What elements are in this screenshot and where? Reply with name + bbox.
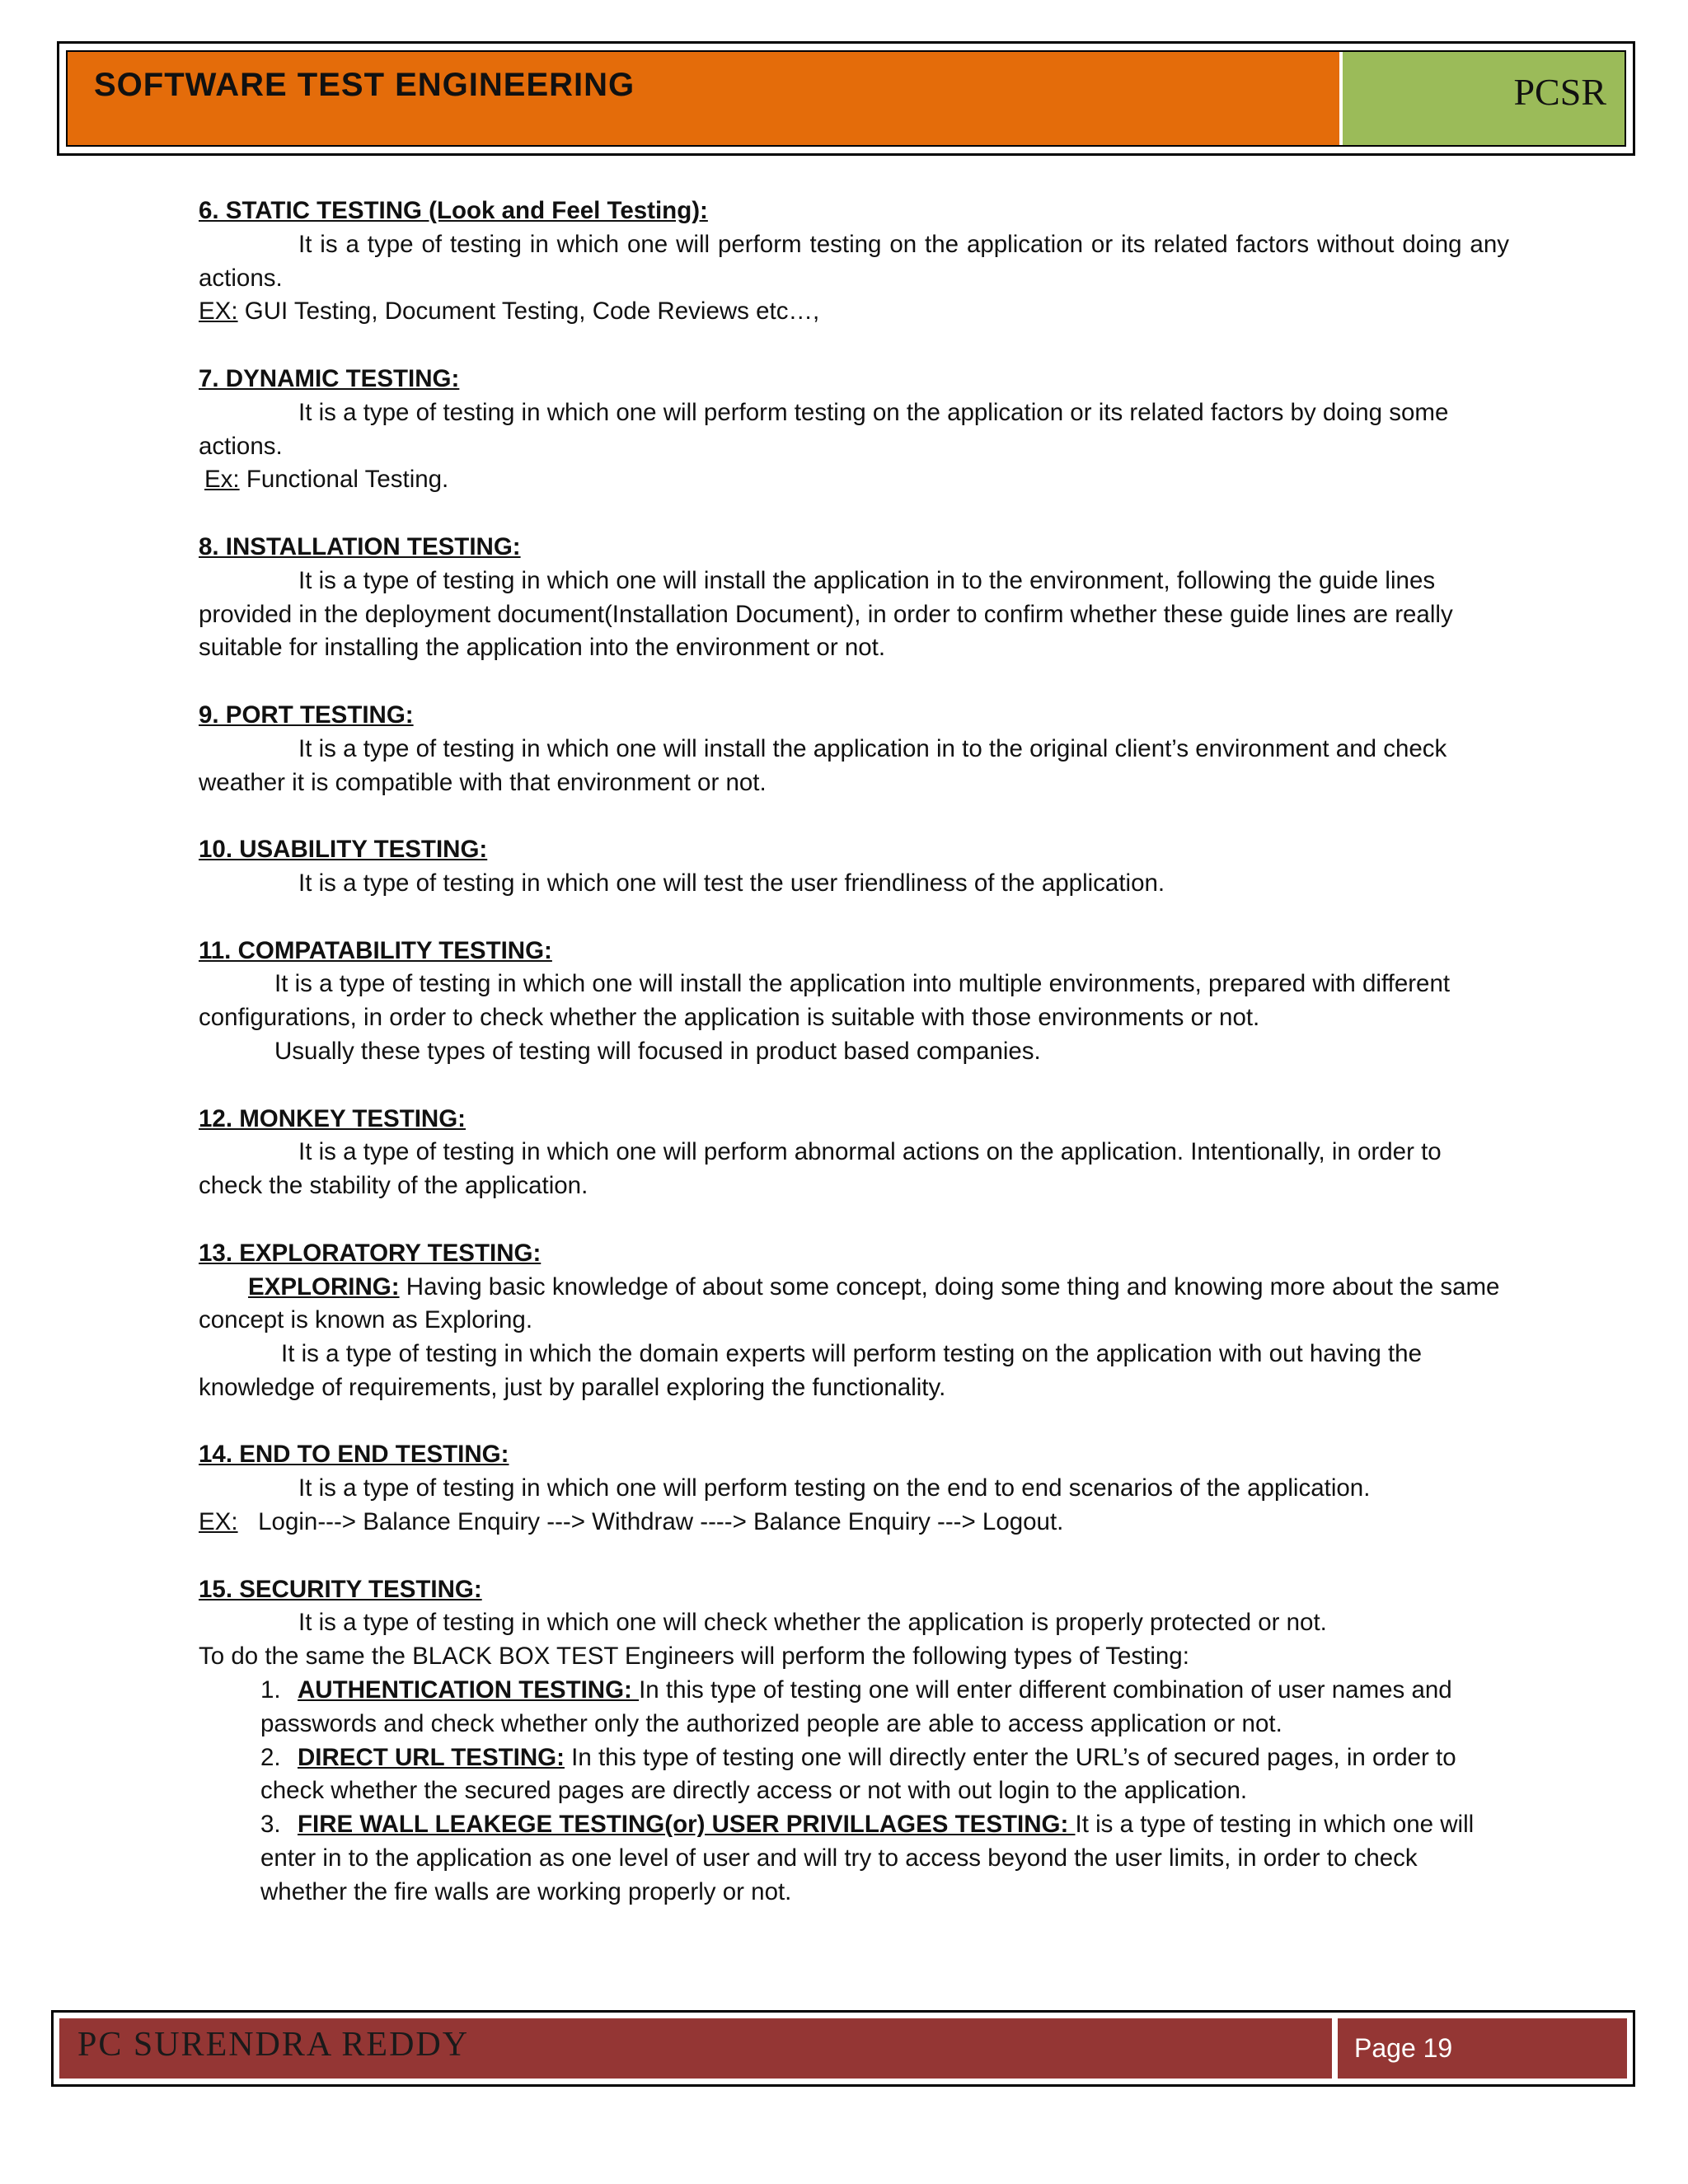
header-code-cell (1343, 52, 1625, 145)
example-line (199, 1506, 1509, 1540)
section-heading: 12. MONKEY TESTING: (199, 1104, 467, 1132)
list-item-text: It is a type of testing in which one will enter in to the application as one level of user and will try to access beyond the user limits, in order to check whether the fire walls are working properly or not. (260, 1811, 1475, 1905)
list-number: 3. (260, 1811, 281, 1839)
example-line (199, 463, 1509, 497)
section-heading: 13. EXPLORATORY TESTING: (199, 1239, 542, 1267)
section-body: It is a type of testing in which one will install the application into multiple environments, prepared with different configurations, in order to check whether the application is suitable with those environments or not. (199, 970, 1451, 1032)
section-dynamic-testing (199, 363, 1509, 497)
example-text: Login---> Balance Enquiry ---> Withdraw ----> Balance Enquiry ---> Logout. (237, 1508, 1064, 1536)
page-footer (51, 2010, 1635, 2087)
page-header (57, 41, 1635, 156)
page-number: Page 19 (1354, 2033, 1453, 2063)
section-body: It is a type of testing in which the domain experts will perform testing on the application with out having the knowledge of requirements, just by parallel exploring the functionality. (199, 1340, 1422, 1401)
author-code: PCSR (1513, 71, 1606, 113)
section-body: It is a type of testing in which one will install the application in to the original client’s environment and check weather it is compatible with that environment or not. (199, 734, 1447, 796)
exploring-label: EXPLORING: (248, 1272, 400, 1301)
section-body: It is a type of testing in which one will perform testing on the end to end scenarios of the application. (298, 1474, 1371, 1502)
section-port-testing (199, 699, 1509, 799)
list-item-text: In this type of testing one will directly enter the URL’s of secured pages, in order to check whether the secured pages are directly access or not with out login to the application. (260, 1743, 1456, 1805)
section-exploratory-testing (199, 1237, 1509, 1405)
list-item (260, 1741, 1509, 1809)
section-body: It is a type of testing in which one will perform testing on the application or its related factors without doing any actions. (199, 230, 1509, 292)
section-usability-testing (199, 833, 1509, 901)
header-inner (66, 50, 1626, 147)
exploring-definition (199, 1271, 1509, 1338)
list-item-label: FIRE WALL LEAKEGE TESTING(or) USER PRIVILLAGES TESTING: (298, 1811, 1076, 1839)
section-heading: 10. USABILITY TESTING: (199, 836, 488, 864)
footer-author-cell (59, 2018, 1338, 2079)
page-content (199, 194, 1509, 1943)
section-body: It is a type of testing in which one will install the application in to the environment, following the guide lines provided in the deployment document(Installation Document), in order to confirm whether these guide lines are really suitable for installing the application into the environment or not. (199, 566, 1453, 662)
list-item-label: AUTHENTICATION TESTING: (298, 1676, 640, 1704)
header-title-cell (68, 52, 1343, 145)
security-testing-types (260, 1674, 1509, 1910)
section-heading: 11. COMPATABILITY TESTING: (199, 936, 552, 964)
example-label: EX: (199, 298, 238, 326)
section-body: It is a type of testing in which one will check whether the application is properly protected or not. (298, 1609, 1327, 1637)
section-compatability-testing (199, 935, 1509, 1069)
example-line (199, 295, 1509, 329)
footer-inner (59, 2018, 1627, 2079)
section-heading: 14. END TO END TESTING: (199, 1441, 509, 1469)
section-note: Usually these types of testing will focused in product based companies. (274, 1037, 1041, 1065)
section-heading: 15. SECURITY TESTING: (199, 1575, 482, 1603)
section-body: It is a type of testing in which one will test the user friendliness of the application. (298, 869, 1165, 897)
section-heading: 8. INSTALLATION TESTING: (199, 532, 521, 560)
example-label: EX: (199, 1508, 238, 1536)
section-heading: 9. PORT TESTING: (199, 701, 414, 729)
list-item-text: In this type of testing one will enter different combination of user names and passwords and check whether only the authorized people are able to access application or not. (260, 1676, 1452, 1737)
list-item (260, 1674, 1509, 1741)
section-heading: 7. DYNAMIC TESTING: (199, 364, 460, 392)
section-static-testing (199, 194, 1509, 329)
section-intro: To do the same the BLACK BOX TEST Engineers will perform the following types of Testing: (199, 1643, 1189, 1671)
footer-page-cell (1338, 2018, 1627, 2079)
section-end-to-end-testing (199, 1438, 1509, 1539)
section-security-testing (199, 1573, 1509, 1910)
section-body: It is a type of testing in which one will perform testing on the application or its related factors by doing some actions. (199, 398, 1449, 460)
section-heading: 6. STATIC TESTING (Look and Feel Testing): (199, 197, 708, 224)
example-text: Functional Testing. (239, 466, 449, 494)
example-text: GUI Testing, Document Testing, Code Reviews etc…, (237, 298, 820, 326)
list-number: 1. (260, 1676, 281, 1704)
list-number: 2. (260, 1743, 281, 1771)
section-monkey-testing (199, 1103, 1509, 1203)
document-title: SOFTWARE TEST ENGINEERING (94, 67, 635, 103)
section-body: It is a type of testing in which one will perform abnormal actions on the application. Intentionally, in order to check the stability of the application. (199, 1138, 1442, 1200)
author-name: PC SURENDRA REDDY (77, 2026, 470, 2064)
section-installation-testing (199, 531, 1509, 665)
example-label: Ex: (204, 466, 240, 494)
list-item-label: DIRECT URL TESTING: (298, 1743, 565, 1771)
exploring-text: Having basic knowledge of about some concept, doing some thing and knowing more about the same concept is known as Exploring. (199, 1272, 1500, 1334)
list-item (260, 1808, 1509, 1909)
